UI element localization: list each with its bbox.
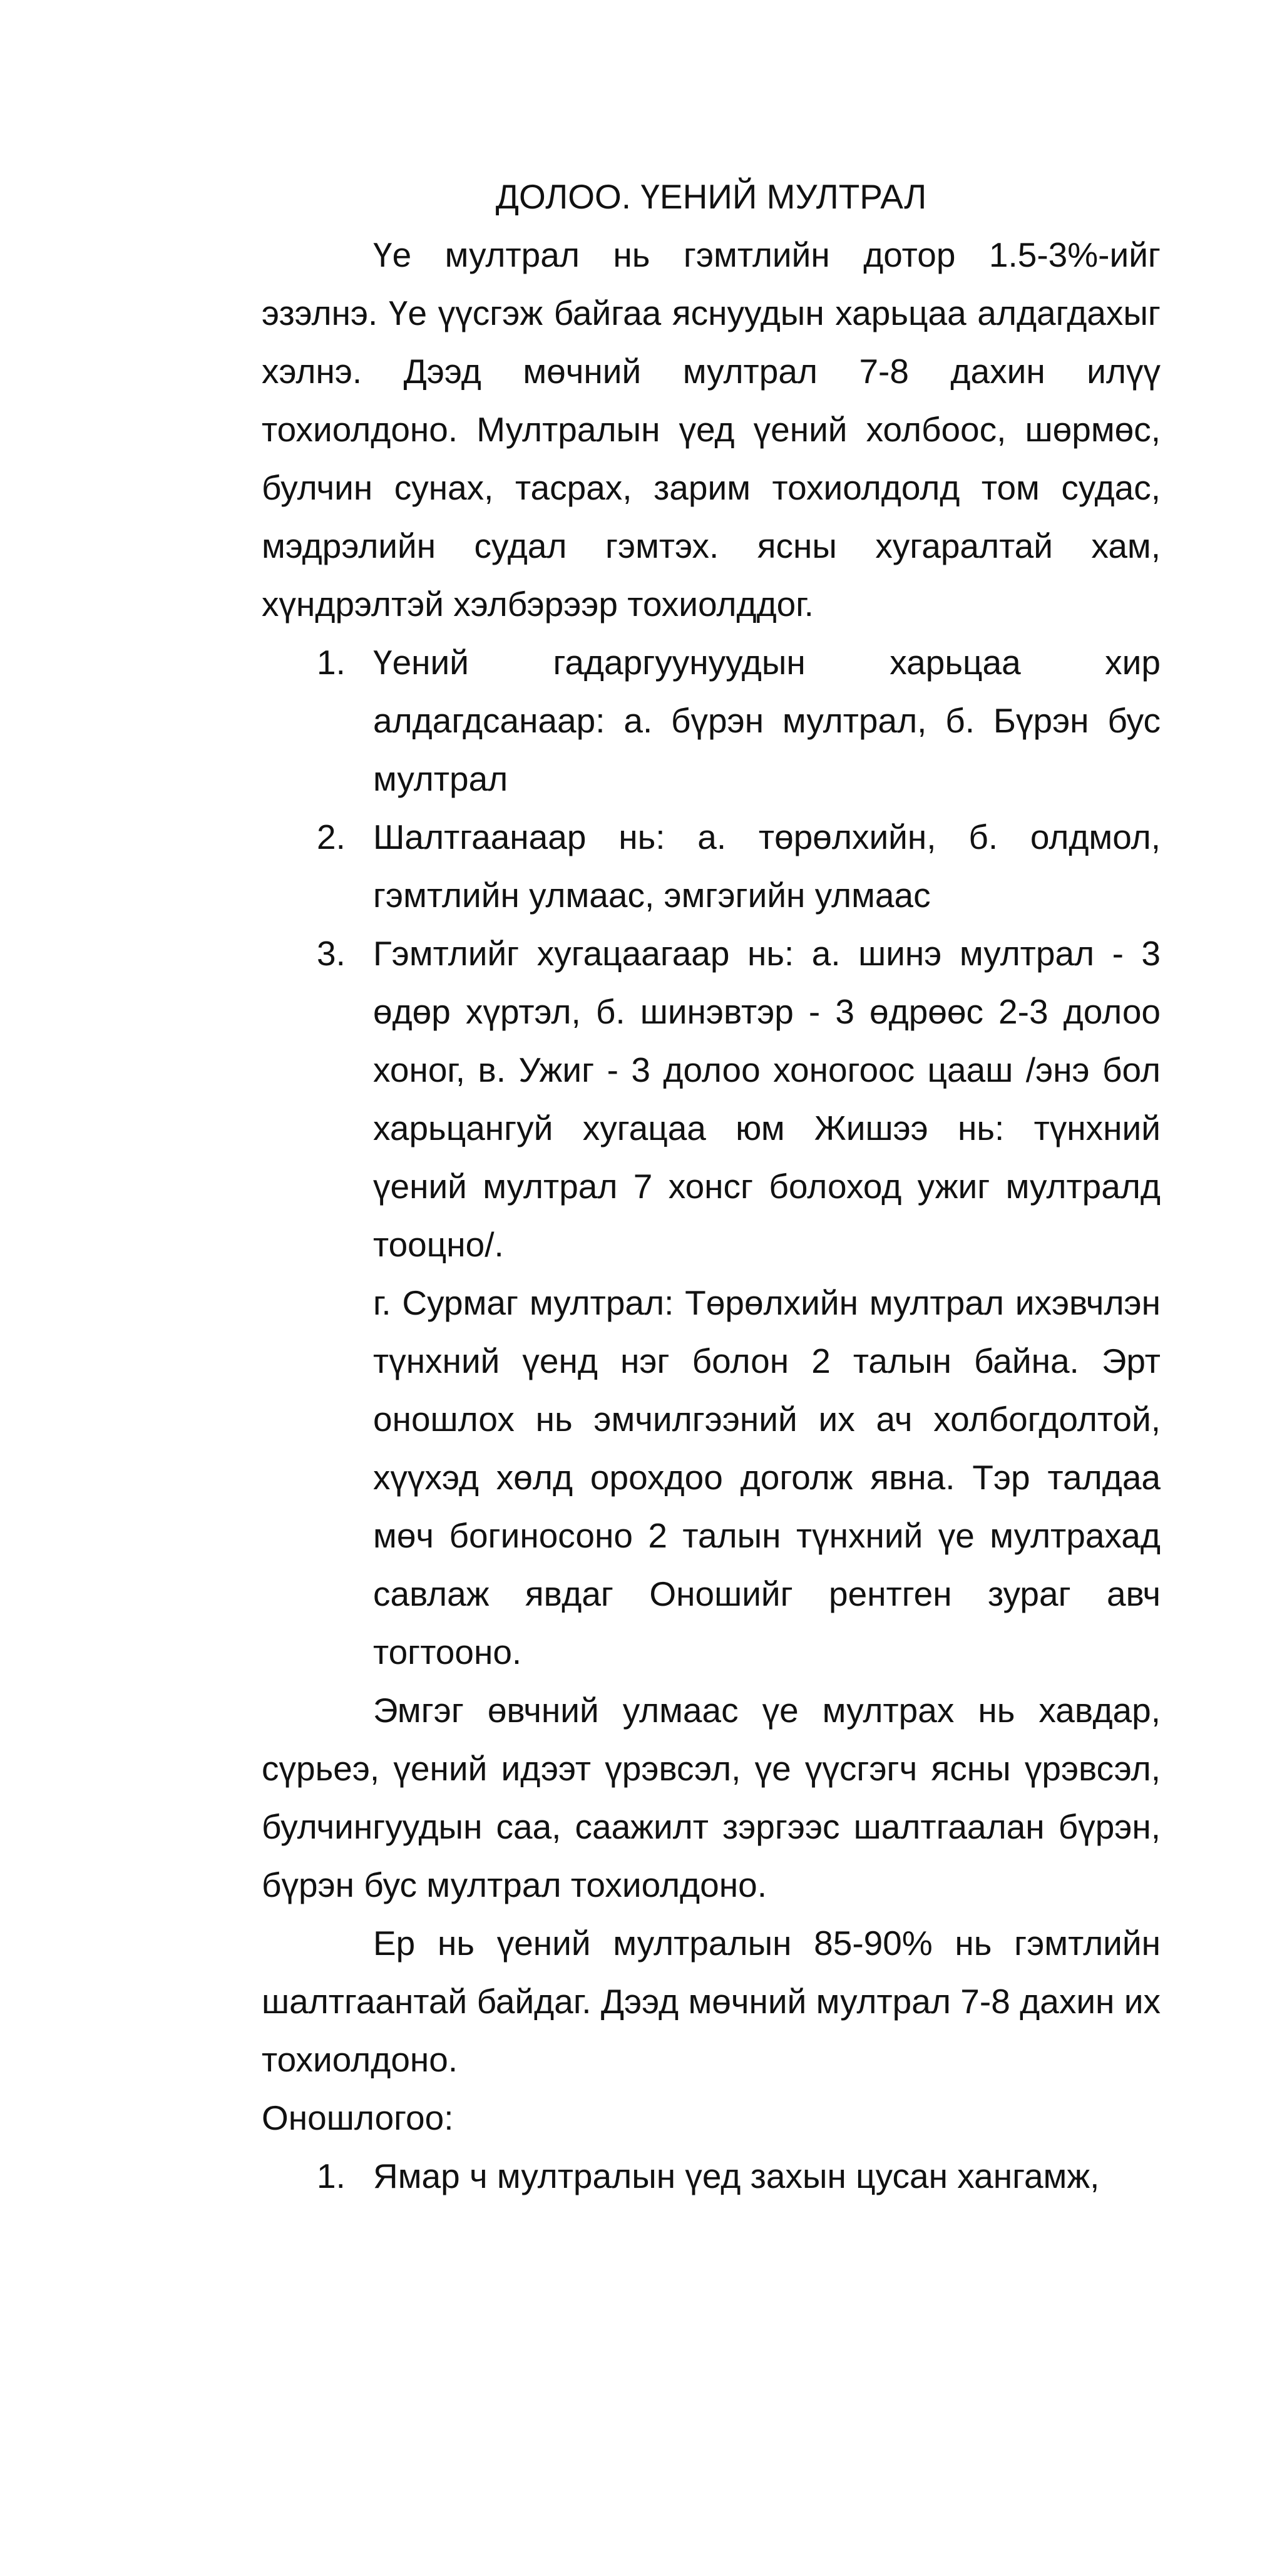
diagnosis-list — [262, 2147, 1161, 2205]
classification-list — [262, 634, 1161, 1274]
intro-paragraph: Үе мултрал нь гэмтлийн дотор 1.5-3%-ийг эзэлнэ. Үе үүсгэж байгаа яснуудын харьцаа алдагдахыг хэлнэ. Дээд мөчний мултрал 7-8 дахин илүү тохиолдоно. Мултралын үед үений холбоос, шөрмөс, булчин сунах, тасрах, зарим тохиолдолд том судас, мэдрэлийн судал гэмтэх. ясны хугаралтай хам, хүндрэлтэй хэлбэрээр тохиолддог. — [262, 235, 1161, 623]
document-page — [262, 168, 1161, 2205]
list-item-number: 1. — [317, 2157, 346, 2195]
list-item-number: 2. — [317, 818, 346, 856]
list-item-number: 3. — [317, 934, 346, 973]
traumatic-paragraph: Ер нь үений мултралын 85-90% нь гэмтлийн шалтгаантай байдаг. Дээд мөчний мултрал 7-8 дахин их тохиолдоно. — [262, 1924, 1161, 2079]
list-item-text: Ямар ч мултралын үед захын цусан хангамж, — [373, 2157, 1100, 2195]
list-item-number: 1. — [317, 643, 346, 682]
list-item-text: Үений гадаргуунуудын харьцаа хир алдагдсанаар: а. бүрэн мултрал, б. Бүрэн бус мултрал — [373, 643, 1161, 798]
list-item-text: Гэмтлийг хугацаагаар нь: а. шинэ мултрал - 3 өдөр хүртэл, б. шинэвтэр - 3 өдрөөс 2-3 долоо хоног, в. Ужиг - 3 долоо хоногоос цааш /энэ бол харьцангуй хугацаа юм Жишээ нь: түнхний үений мултрал 7 хонсг болоход ужиг мултралд тооцно/. — [373, 934, 1161, 1264]
diagnosis-heading: Оношлогоо: — [262, 2098, 454, 2137]
list-item — [262, 808, 1161, 925]
list-item — [262, 634, 1161, 808]
list-item — [262, 925, 1161, 1274]
list-item — [262, 2147, 1161, 2205]
congenital-paragraph: г. Сурмаг мултрал: Төрөлхийн мултрал ихэвчлэн түнхний үенд нэг болон 2 талын байна. Эрт оношлох нь эмчилгээний их ач холбогдолтой, хүүхэд хөлд орохдоо доголж явна. Тэр талдаа мөч богиносоно 2 талын түнхний үе мултрахад савлаж явдаг Оношийг рентген зураг авч тогтооно. — [373, 1283, 1161, 1671]
pathological-paragraph: Эмгэг өвчний улмаас үе мултрах нь хавдар, сүрьеэ, үений идээт үрэвсэл, үе үүсгэгч ясны үрэвсэл, булчингуудын саа, саажилт зэргээс шалтгаалан бүрэн, бүрэн бус мултрал тохиолдоно. — [262, 1691, 1161, 1904]
list-item-text: Шалтгаанаар нь: а. төрөлхийн, б. олдмол, гэмтлийн улмаас, эмгэгийн улмаас — [373, 818, 1161, 915]
page-title: ДОЛОО. ҮЕНИЙ МУЛТРАЛ — [495, 177, 927, 216]
